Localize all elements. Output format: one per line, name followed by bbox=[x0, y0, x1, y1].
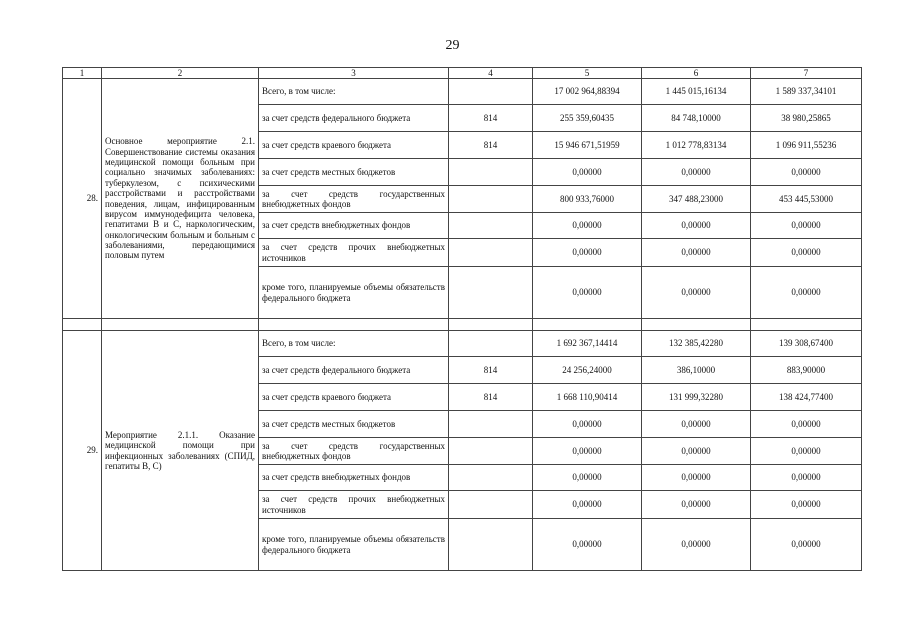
amount-cell: 0,00000 bbox=[533, 159, 642, 186]
amount-cell: 255 359,60435 bbox=[533, 105, 642, 132]
amount-cell: 0,00000 bbox=[751, 438, 862, 465]
budget-code bbox=[449, 239, 533, 267]
empty-cell bbox=[642, 319, 751, 331]
column-header: 1 bbox=[63, 68, 102, 79]
amount-cell: 0,00000 bbox=[751, 519, 862, 571]
funding-source: кроме того, планируемые объемы обязательств федерального бюджета bbox=[259, 519, 449, 571]
budget-code bbox=[449, 79, 533, 105]
amount-cell: 0,00000 bbox=[642, 519, 751, 571]
activity-description: Основное мероприятие 2.1. Совершенствование системы оказания медицинской помощи больным при социально значимых заболеваниях: туберкулезом, с психическими расстройствами и расстройствами поведения, лицам, инфицированным вирусом иммунодефицита человека, гепатитами В и С, наркологическим, онкологическим больным и больным с заболеваниями, передающимися половым путем bbox=[102, 79, 259, 319]
amount-cell: 0,00000 bbox=[642, 159, 751, 186]
amount-cell: 1 668 110,90414 bbox=[533, 384, 642, 411]
amount-cell: 0,00000 bbox=[751, 465, 862, 491]
budget-code bbox=[449, 213, 533, 239]
column-header: 3 bbox=[259, 68, 449, 79]
amount-cell: 139 308,67400 bbox=[751, 331, 862, 357]
empty-cell bbox=[751, 319, 862, 331]
funding-source: кроме того, планируемые объемы обязательств федерального бюджета bbox=[259, 267, 449, 319]
row-number: 29. bbox=[63, 331, 102, 571]
amount-cell: 1 096 911,55236 bbox=[751, 132, 862, 159]
amount-cell: 883,90000 bbox=[751, 357, 862, 384]
funding-source: за счет средств федерального бюджета bbox=[259, 105, 449, 132]
amount-cell: 0,00000 bbox=[751, 159, 862, 186]
funding-source: за счет средств федерального бюджета bbox=[259, 357, 449, 384]
table-row bbox=[63, 331, 862, 357]
funding-source: за счет средств прочих внебюджетных источников bbox=[259, 491, 449, 519]
amount-cell: 0,00000 bbox=[751, 411, 862, 438]
column-header: 6 bbox=[642, 68, 751, 79]
budget-code bbox=[449, 186, 533, 213]
amount-cell: 0,00000 bbox=[533, 519, 642, 571]
funding-source: Всего, в том числе: bbox=[259, 79, 449, 105]
funding-source: за счет средств внебюджетных фондов bbox=[259, 213, 449, 239]
amount-cell: 0,00000 bbox=[642, 438, 751, 465]
amount-cell: 1 692 367,14414 bbox=[533, 331, 642, 357]
amount-cell: 38 980,25865 bbox=[751, 105, 862, 132]
amount-cell: 84 748,10000 bbox=[642, 105, 751, 132]
amount-cell: 0,00000 bbox=[533, 438, 642, 465]
column-header: 2 bbox=[102, 68, 259, 79]
budget-code bbox=[449, 411, 533, 438]
row-number: 28. bbox=[63, 79, 102, 319]
column-header: 4 bbox=[449, 68, 533, 79]
amount-cell: 24 256,24000 bbox=[533, 357, 642, 384]
amount-cell: 15 946 671,51959 bbox=[533, 132, 642, 159]
funding-source: за счет средств государственных внебюджетных фондов bbox=[259, 438, 449, 465]
amount-cell: 0,00000 bbox=[533, 491, 642, 519]
empty-cell bbox=[449, 319, 533, 331]
empty-cell bbox=[63, 319, 102, 331]
funding-source: Всего, в том числе: bbox=[259, 331, 449, 357]
amount-cell: 0,00000 bbox=[642, 411, 751, 438]
budget-table bbox=[62, 67, 862, 571]
amount-cell: 0,00000 bbox=[642, 213, 751, 239]
amount-cell: 0,00000 bbox=[642, 239, 751, 267]
amount-cell: 0,00000 bbox=[642, 491, 751, 519]
amount-cell: 0,00000 bbox=[751, 213, 862, 239]
budget-code: 814 bbox=[449, 132, 533, 159]
amount-cell: 453 445,53000 bbox=[751, 186, 862, 213]
budget-code bbox=[449, 438, 533, 465]
budget-code bbox=[449, 267, 533, 319]
spacer-row bbox=[63, 319, 862, 331]
amount-cell: 0,00000 bbox=[533, 267, 642, 319]
column-header: 5 bbox=[533, 68, 642, 79]
amount-cell: 386,10000 bbox=[642, 357, 751, 384]
amount-cell: 0,00000 bbox=[533, 465, 642, 491]
amount-cell: 0,00000 bbox=[751, 267, 862, 319]
amount-cell: 0,00000 bbox=[751, 239, 862, 267]
amount-cell: 0,00000 bbox=[533, 411, 642, 438]
amount-cell: 1 012 778,83134 bbox=[642, 132, 751, 159]
empty-cell bbox=[259, 319, 449, 331]
budget-code bbox=[449, 159, 533, 186]
budget-code: 814 bbox=[449, 357, 533, 384]
budget-code: 814 bbox=[449, 105, 533, 132]
amount-cell: 17 002 964,88394 bbox=[533, 79, 642, 105]
empty-cell bbox=[102, 319, 259, 331]
column-header: 7 bbox=[751, 68, 862, 79]
amount-cell: 347 488,23000 bbox=[642, 186, 751, 213]
amount-cell: 131 999,32280 bbox=[642, 384, 751, 411]
amount-cell: 1 445 015,16134 bbox=[642, 79, 751, 105]
budget-code bbox=[449, 491, 533, 519]
budget-code bbox=[449, 331, 533, 357]
amount-cell: 0,00000 bbox=[751, 491, 862, 519]
amount-cell: 0,00000 bbox=[642, 267, 751, 319]
funding-source: за счет средств краевого бюджета bbox=[259, 132, 449, 159]
amount-cell: 132 385,42280 bbox=[642, 331, 751, 357]
funding-source: за счет средств местных бюджетов bbox=[259, 411, 449, 438]
amount-cell: 138 424,77400 bbox=[751, 384, 862, 411]
amount-cell: 0,00000 bbox=[642, 465, 751, 491]
column-header-row bbox=[63, 68, 862, 79]
funding-source: за счет средств государственных внебюджетных фондов bbox=[259, 186, 449, 213]
amount-cell: 0,00000 bbox=[533, 213, 642, 239]
budget-code bbox=[449, 465, 533, 491]
funding-source: за счет средств краевого бюджета bbox=[259, 384, 449, 411]
table-row bbox=[63, 79, 862, 105]
activity-description: Мероприятие 2.1.1. Оказание медицинской помощи при инфекционных заболеваниях (СПИД, гепатиты В, С) bbox=[102, 331, 259, 571]
funding-source: за счет средств местных бюджетов bbox=[259, 159, 449, 186]
funding-source: за счет средств внебюджетных фондов bbox=[259, 465, 449, 491]
amount-cell: 1 589 337,34101 bbox=[751, 79, 862, 105]
empty-cell bbox=[533, 319, 642, 331]
budget-code: 814 bbox=[449, 384, 533, 411]
amount-cell: 0,00000 bbox=[533, 239, 642, 267]
amount-cell: 800 933,76000 bbox=[533, 186, 642, 213]
budget-code bbox=[449, 519, 533, 571]
page-number: 29 bbox=[445, 38, 460, 53]
funding-source: за счет средств прочих внебюджетных источников bbox=[259, 239, 449, 267]
